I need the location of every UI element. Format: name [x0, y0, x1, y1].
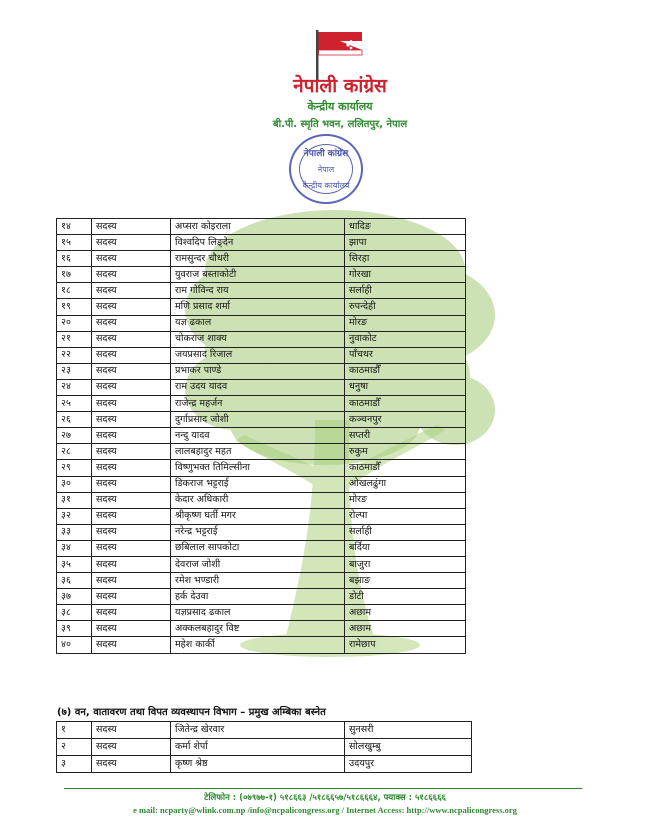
member-district: रुपन्देही [345, 299, 466, 315]
member-number: २९ [57, 460, 92, 476]
member-district: रोल्पा [345, 508, 466, 524]
member-district: उदयपुर [345, 756, 472, 773]
member-number: २७ [57, 428, 92, 444]
member-name: चोकराज शाक्य [171, 331, 345, 347]
member-number: ३० [57, 476, 92, 492]
member-role: सदस्य [92, 524, 171, 540]
member-role: सदस्य [92, 492, 171, 508]
member-role: सदस्य [92, 412, 171, 428]
member-number: २४ [57, 379, 92, 395]
member-number: २६ [57, 412, 92, 428]
footer-contact: e mail: ncparty@wlink.com.np /info@ncpalicongress.org / Internet Access: http://www.ncpalicongress.org [133, 805, 517, 815]
table-row [57, 621, 466, 637]
member-role: सदस्य [92, 573, 171, 589]
member-role: सदस्य [92, 476, 171, 492]
member-name: हर्क देउवा [171, 589, 345, 605]
member-name: श्रीकृष्ण घर्ती मगर [171, 508, 345, 524]
table-row [57, 235, 466, 251]
member-district: सर्लाही [345, 524, 466, 540]
table-row [57, 299, 466, 315]
table-row [57, 267, 466, 283]
member-number: २८ [57, 444, 92, 460]
member-number: २५ [57, 396, 92, 412]
member-name: यज्ञप्रसाद ढकाल [171, 605, 345, 621]
table-row [57, 219, 466, 235]
member-name: मणि प्रसाद शर्मा [171, 299, 345, 315]
member-role: सदस्य [92, 267, 171, 283]
member-number: ३१ [57, 492, 92, 508]
member-name: विश्वदिप लिङ्देन [171, 235, 345, 251]
member-number: १४ [57, 219, 92, 235]
member-role: सदस्य [92, 621, 171, 637]
member-name: कृष्ण श्रेष्ठ [171, 756, 345, 773]
member-number: १७ [57, 267, 92, 283]
member-district: गोरखा [345, 267, 466, 283]
member-number: ३२ [57, 508, 92, 524]
section7-table-body [57, 722, 472, 773]
member-number: २२ [57, 347, 92, 363]
table-row [57, 637, 466, 653]
member-name: रमेश भण्डारी [171, 573, 345, 589]
member-role: सदस्य [92, 444, 171, 460]
member-name: यज्ञ ढकाल [171, 315, 345, 331]
member-number: १८ [57, 283, 92, 299]
table-row [57, 396, 466, 412]
member-name: जितेन्द्र खेरवार [171, 722, 345, 739]
member-district: नुवाकोट [345, 331, 466, 347]
table-row [57, 363, 466, 379]
member-number: ४० [57, 637, 92, 653]
member-number: ३४ [57, 540, 92, 556]
member-name: विष्णुभक्त तिमिल्सीना [171, 460, 345, 476]
table-row [57, 412, 466, 428]
member-number: १ [57, 722, 92, 739]
members-table [56, 218, 466, 654]
member-name: अप्सरा कोइराला [171, 219, 345, 235]
member-role: सदस्य [92, 396, 171, 412]
table-row [57, 379, 466, 395]
table-row [57, 573, 466, 589]
member-district: ओखलढुंगा [345, 476, 466, 492]
member-district: रुकुम [345, 444, 466, 460]
member-name: अक्कलबहादुर विष्ट [171, 621, 345, 637]
member-name: जयप्रसाद रिजाल [171, 347, 345, 363]
footer-phone: टेलिफोन : (०७९७७-१) ५१८६६३ /५१८६६५७/५१८६६६४, फ्याक्स : ५१८६६६६ [204, 793, 446, 803]
member-number: ३६ [57, 573, 92, 589]
member-role: सदस्य [92, 540, 171, 556]
member-name: राम गोविन्द राय [171, 283, 345, 299]
table-row [57, 331, 466, 347]
table-row [57, 605, 466, 621]
member-district: सोलखुम्बु [345, 739, 472, 756]
table-row [57, 722, 472, 739]
member-role: सदस्य [92, 460, 171, 476]
member-role: सदस्य [92, 219, 171, 235]
member-district: धादिङ [345, 219, 466, 235]
table-row [57, 524, 466, 540]
member-district: सिरहा [345, 251, 466, 267]
org-name: नेपाली कांग्रेस [293, 75, 387, 97]
member-number: ३५ [57, 556, 92, 572]
seal-top-text: नेपाली कांग्रेस [303, 149, 349, 159]
member-district: झापा [345, 235, 466, 251]
member-number: २ [57, 739, 92, 756]
member-district: सप्तरी [345, 428, 466, 444]
member-name: छबिलाल सापकोटा [171, 540, 345, 556]
member-district: सर्लाही [345, 283, 466, 299]
member-number: २१ [57, 331, 92, 347]
member-district: डोटी [345, 589, 466, 605]
seal-bottom-text: केन्द्रीय कार्यालय [302, 181, 350, 190]
member-name: दुर्गाप्रसाद जोशी [171, 412, 345, 428]
member-district: मोरङ [345, 315, 466, 331]
member-role: सदस्य [92, 605, 171, 621]
member-district: अछाम [345, 621, 466, 637]
section-heading: (७) वन, वातावरण तथा विपत व्यवस्थापन विभाग – प्रमुख अम्बिका बस्नेत [57, 707, 326, 718]
table-row [57, 739, 472, 756]
member-district: बझाङ [345, 573, 466, 589]
table-row [57, 556, 466, 572]
member-role: सदस्य [92, 722, 171, 739]
member-number: १९ [57, 299, 92, 315]
member-name: नरेन्द्र भट्टराई [171, 524, 345, 540]
member-role: सदस्य [92, 251, 171, 267]
table-row [57, 756, 472, 773]
table-row [57, 589, 466, 605]
member-name: महेश कार्की [171, 637, 345, 653]
member-number: २० [57, 315, 92, 331]
member-role: सदस्य [92, 428, 171, 444]
member-district: बाजुरा [345, 556, 466, 572]
members-table-body [57, 219, 466, 654]
member-role: सदस्य [92, 739, 171, 756]
member-district: अछाम [345, 605, 466, 621]
member-role: सदस्य [92, 379, 171, 395]
seal-center-text: नेपाल [317, 165, 335, 174]
table-row [57, 444, 466, 460]
section7-members-table [56, 721, 472, 773]
member-role: सदस्य [92, 331, 171, 347]
table-row [57, 315, 466, 331]
member-number: १५ [57, 235, 92, 251]
member-name: युवराज बस्ताकोटी [171, 267, 345, 283]
office-name: केन्द्रीय कार्यालय [307, 100, 373, 113]
member-name: रामसुन्दर चौधरी [171, 251, 345, 267]
member-number: ३७ [57, 589, 92, 605]
member-district: काठमाडौँ [345, 396, 466, 412]
member-district: रामेछाप [345, 637, 466, 653]
member-role: सदस्य [92, 637, 171, 653]
member-name: राम उदय यादव [171, 379, 345, 395]
office-seal [289, 134, 363, 204]
member-number: २३ [57, 363, 92, 379]
table-row [57, 347, 466, 363]
member-role: सदस्य [92, 508, 171, 524]
member-number: ३ [57, 756, 92, 773]
member-name: देवराज जोशी [171, 556, 345, 572]
member-name: राजेन्द्र महर्जन [171, 396, 345, 412]
table-row [57, 540, 466, 556]
member-district: धनुषा [345, 379, 466, 395]
member-role: सदस्य [92, 589, 171, 605]
table-row [57, 428, 466, 444]
member-district: काठमाडौँ [345, 460, 466, 476]
member-role: सदस्य [92, 347, 171, 363]
member-role: सदस्य [92, 756, 171, 773]
member-name: प्रभाकर पाण्डे [171, 363, 345, 379]
member-number: ३३ [57, 524, 92, 540]
table-row [57, 251, 466, 267]
footer-divider [64, 788, 582, 789]
member-name: नन्दु यादव [171, 428, 345, 444]
member-name: डिकराज भट्टराई [171, 476, 345, 492]
member-district: बर्दिया [345, 540, 466, 556]
member-district: कञ्चनपुर [345, 412, 466, 428]
member-number: १६ [57, 251, 92, 267]
member-role: सदस्य [92, 363, 171, 379]
member-role: सदस्य [92, 299, 171, 315]
table-row [57, 508, 466, 524]
member-district: पाँचथर [345, 347, 466, 363]
member-role: सदस्य [92, 315, 171, 331]
member-role: सदस्य [92, 283, 171, 299]
table-row [57, 476, 466, 492]
member-number: ३८ [57, 605, 92, 621]
member-district: सुनसरी [345, 722, 472, 739]
table-row [57, 460, 466, 476]
member-name: लालबहादुर महत [171, 444, 345, 460]
member-name: केदार अधिकारी [171, 492, 345, 508]
member-number: ३९ [57, 621, 92, 637]
member-role: सदस्य [92, 235, 171, 251]
member-district: मोरङ [345, 492, 466, 508]
member-district: काठमाडौँ [345, 363, 466, 379]
table-row [57, 492, 466, 508]
office-address: बी.पी. स्मृति भवन, ललितपुर, नेपाल [272, 119, 408, 130]
member-name: कर्मा शेर्पा [171, 739, 345, 756]
member-role: सदस्य [92, 556, 171, 572]
table-row [57, 283, 466, 299]
